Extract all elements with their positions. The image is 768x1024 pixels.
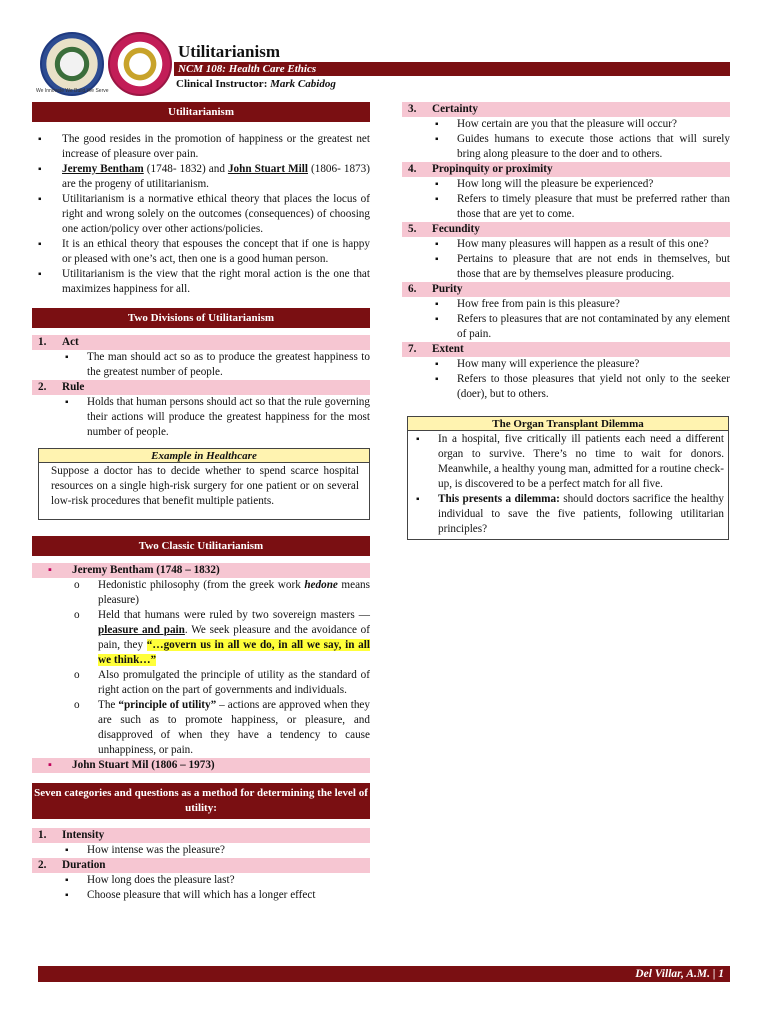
dilemma-heading: The Organ Transplant Dilemma — [408, 417, 728, 431]
example-heading: Example in Healthcare — [39, 449, 369, 463]
number: 1. — [38, 829, 47, 841]
division-rule-heading — [32, 380, 370, 395]
label: Extent — [432, 343, 464, 355]
list-item — [32, 608, 370, 668]
section-heading-utilitarianism: Utilitarianism — [32, 102, 370, 122]
propinquity-points — [402, 177, 730, 222]
list-item — [32, 578, 370, 608]
certainty-points — [402, 117, 730, 162]
list-item: ▪ Guides humans to execute those actions that will surely bring along pleasure to the doer and to others. — [402, 132, 730, 162]
label: Certainty — [432, 103, 478, 115]
instructor-name: Mark Cabidog — [270, 78, 336, 90]
label: Purity — [432, 283, 463, 295]
list-item: ▪ The man should act so as to produce the greatest happiness to the greatest number of people. — [32, 350, 370, 380]
list-item: ▪ How long will the pleasure be experienced? — [402, 177, 730, 192]
text: . We seek pleasure and the avoidance of pain, they — [98, 624, 370, 651]
label: Intensity — [62, 829, 105, 841]
mill-name: John Stuart Mill — [227, 163, 308, 175]
number: 2. — [38, 381, 47, 393]
bentham-name: Jeremy Bentham — [62, 163, 144, 175]
document-title: Utilitarianism — [178, 42, 280, 61]
text: means pleasure) — [98, 579, 370, 606]
dilemma-points — [408, 432, 724, 537]
extent-points — [402, 357, 730, 402]
list-item: ▪ How many pleasures will happen as a result of this one? — [402, 237, 730, 252]
example-body: Suppose a doctor has to decide whether to spend scarce hospital resources on a single high-risk surgery for one patient or on several low-risk procedures that benefit multiple patients. — [51, 465, 359, 507]
text: Hedonistic philosophy (from the greek work — [98, 579, 305, 591]
label: Propinquity or proximity — [432, 163, 553, 175]
list-item: ▪ Choose pleasure that will which has a longer effect — [32, 888, 370, 903]
category-intensity-heading — [32, 828, 370, 843]
mill-heading: ▪ John Stuart Mil (1806 – 1973) — [32, 758, 370, 773]
act-description — [32, 350, 370, 380]
label: Rule — [62, 381, 85, 393]
text: – actions are approved when they are such as to promote happiness, or pleasure, and disapproved of when they have a tendency to cause unhappiness, or pain. — [98, 699, 370, 756]
list-item: ▪ Holds that human persons should act so that the rule governing their actions will produce the greatest happiness for the most number of people. — [32, 395, 370, 440]
right-column — [402, 102, 730, 540]
label: Fecundity — [432, 223, 480, 235]
list-item: ▪ How many will experience the pleasure? — [402, 357, 730, 372]
dilemma-body — [408, 431, 728, 539]
section-heading-two-divisions: Two Divisions of Utilitarianism — [32, 308, 370, 328]
number: 1. — [38, 336, 47, 348]
course-banner: NCM 108: Health Care Ethics — [174, 62, 730, 76]
list-item: o Also promulgated the principle of utility as the standard of right action on the part of governments and individuals. — [32, 668, 370, 698]
bentham-points — [32, 578, 370, 758]
category-purity-heading — [402, 282, 730, 297]
label: Duration — [62, 859, 106, 871]
organ-transplant-dilemma-box — [407, 416, 729, 540]
page-header — [36, 32, 730, 96]
list-item: ▪ In a hospital, five critically ill patients each need a different organ to survive. There’s no time to wait for donors. Meanwhile, a healthy young man, admitted for a routine check-up, is discovered to be a perfect match for all five. — [408, 432, 724, 492]
number: 7. — [408, 343, 417, 355]
section-heading-two-classic: Two Classic Utilitarianism — [32, 536, 370, 556]
pleasure-and-pain-term: pleasure and pain — [98, 624, 185, 636]
category-extent-heading — [402, 342, 730, 357]
list-item: ▪ How intense was the pleasure? — [32, 843, 370, 858]
number: 4. — [408, 163, 417, 175]
list-item — [32, 162, 370, 192]
text: should doctors sacrifice the healthy individual to save the five patients, following utilitarian principles? — [438, 493, 724, 535]
text: (1806- 1873) are the progeny of utilitarianism. — [62, 163, 370, 190]
number: 6. — [408, 283, 417, 295]
text: The — [98, 699, 119, 711]
list-item: ▪ Utilitarianism is a normative ethical theory that places the locus of right and wrong solely on the outcomes (consequences) of choosing one action/policy over other actions/policies. — [32, 192, 370, 237]
list-item: ▪ How free from pain is this pleasure? — [402, 297, 730, 312]
bentham-heading: ▪ Jeremy Bentham (1748 – 1832) — [32, 563, 370, 578]
principle-of-utility-term: “principle of utility” — [118, 699, 217, 711]
university-tagline: We Innovate We Build We Serve — [36, 88, 109, 94]
dilemma-label: This presents a dilemma: — [438, 493, 560, 505]
category-certainty-heading — [402, 102, 730, 117]
instructor-label: Clinical Instructor: — [176, 78, 268, 90]
division-act-heading — [32, 335, 370, 350]
number: 2. — [38, 859, 47, 871]
list-item: ▪ Pertains to pleasure that are not ends in themselves, but those that are by themselves pleasure producing. — [402, 252, 730, 282]
category-duration-heading — [32, 858, 370, 873]
college-of-nursing-seal — [108, 32, 172, 96]
instructor-line — [176, 77, 336, 91]
page-footer: Del Villar, A.M. | 1 — [38, 966, 730, 982]
text: (1748- 1832) and — [143, 163, 228, 175]
samar-state-university-logo — [40, 32, 104, 96]
category-fecundity-heading — [402, 222, 730, 237]
fecundity-points — [402, 237, 730, 282]
list-item: ▪ Refers to timely pleasure that must be preferred rather than those that are yet to come. — [402, 192, 730, 222]
category-propinquity-heading — [402, 162, 730, 177]
list-item: ▪ It is an ethical theory that espouses the concept that if one is happy or pleased with one’s act, then one is a good human person. — [32, 237, 370, 267]
list-item — [408, 492, 724, 537]
list-item: ▪ How long does the pleasure last? — [32, 873, 370, 888]
list-item: ▪ Utilitarianism is the view that the right moral action is the one that maximizes happiness for all. — [32, 267, 370, 297]
text: Held that humans were ruled by two sovereign masters — — [98, 609, 370, 621]
rule-description — [32, 395, 370, 440]
hedone-term: hedone — [304, 579, 338, 591]
list-item — [32, 698, 370, 758]
duration-questions — [32, 873, 370, 903]
list-item: ▪ Refers to those pleasures that yield not only to the seeker (doer), but to others. — [402, 372, 730, 402]
label: Act — [62, 336, 79, 348]
list-item: ▪ How certain are you that the pleasure will occur? — [402, 117, 730, 132]
number: 3. — [408, 103, 417, 115]
example-in-healthcare-box — [38, 448, 370, 520]
highlighted-quote: “…govern us in all we do, in all we say, in all we think…” — [98, 639, 370, 666]
purity-points — [402, 297, 730, 342]
left-column — [32, 102, 370, 903]
intensity-questions — [32, 843, 370, 858]
number: 5. — [408, 223, 417, 235]
list-item: ▪ Refers to pleasures that are not contaminated by any element of pain. — [402, 312, 730, 342]
list-item: ▪ The good resides in the promotion of happiness or the greatest net increase of pleasure over pain. — [32, 132, 370, 162]
section-heading-seven-categories: Seven categories and questions as a method for determining the level of utility: — [32, 783, 370, 819]
utilitarianism-definitions — [32, 132, 370, 297]
